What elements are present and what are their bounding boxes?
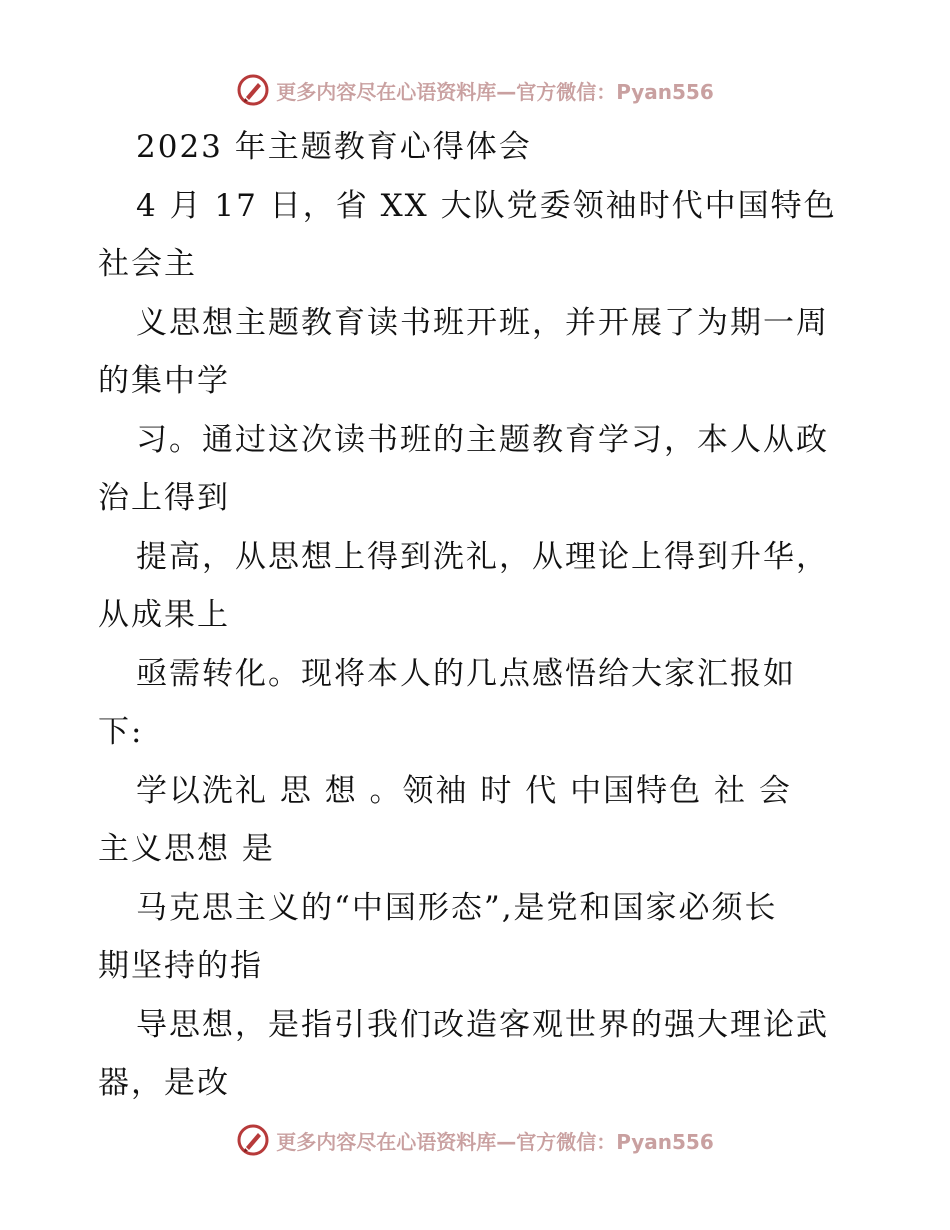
document-body [98, 118, 858, 1113]
text-line: 2023 年主题教育心得体会 [136, 129, 532, 165]
text-line: 期坚持的指 [98, 948, 263, 984]
header-banner [0, 70, 950, 110]
text-line: 从成果上 [98, 597, 230, 633]
text-line: 提高，从思想上得到洗礼，从理论上得到升华， [136, 538, 829, 575]
text-line: 主义思想 是 [98, 831, 275, 867]
text-line: 亟需转化。现将本人的几点感悟给大家汇报如 [136, 655, 796, 692]
header-banner-text: 更多内容尽在心语资料库—官方微信：Pyan556 [276, 79, 714, 104]
text-line: 学以洗礼 思 想 。领袖 时 代 中国特色 社 会 [136, 772, 792, 809]
text-line: 下: [98, 714, 144, 750]
pen-nib-seal-icon [236, 73, 270, 107]
text-line: 4 月 17 日，省 XX 大队党委领袖时代中国特色 [136, 187, 837, 224]
pen-nib-seal-icon [236, 1123, 270, 1157]
footer-banner-text: 更多内容尽在心语资料库—官方微信：Pyan556 [276, 1129, 714, 1154]
text-line: 治上得到 [98, 480, 230, 516]
text-line: 器，是改 [98, 1065, 230, 1101]
footer-banner [0, 1120, 950, 1160]
text-line: 社会主 [98, 246, 197, 282]
text-line: 的集中学 [98, 363, 230, 399]
text-line: 导思想，是指引我们改造客观世界的强大理论武 [136, 1006, 829, 1043]
text-line: 马克思主义的“中国形态”,是党和国家必须长 [136, 889, 778, 926]
text-line: 习。通过这次读书班的主题教育学习，本人从政 [136, 421, 829, 458]
text-line: 义思想主题教育读书班开班，并开展了为期一周 [136, 304, 829, 341]
